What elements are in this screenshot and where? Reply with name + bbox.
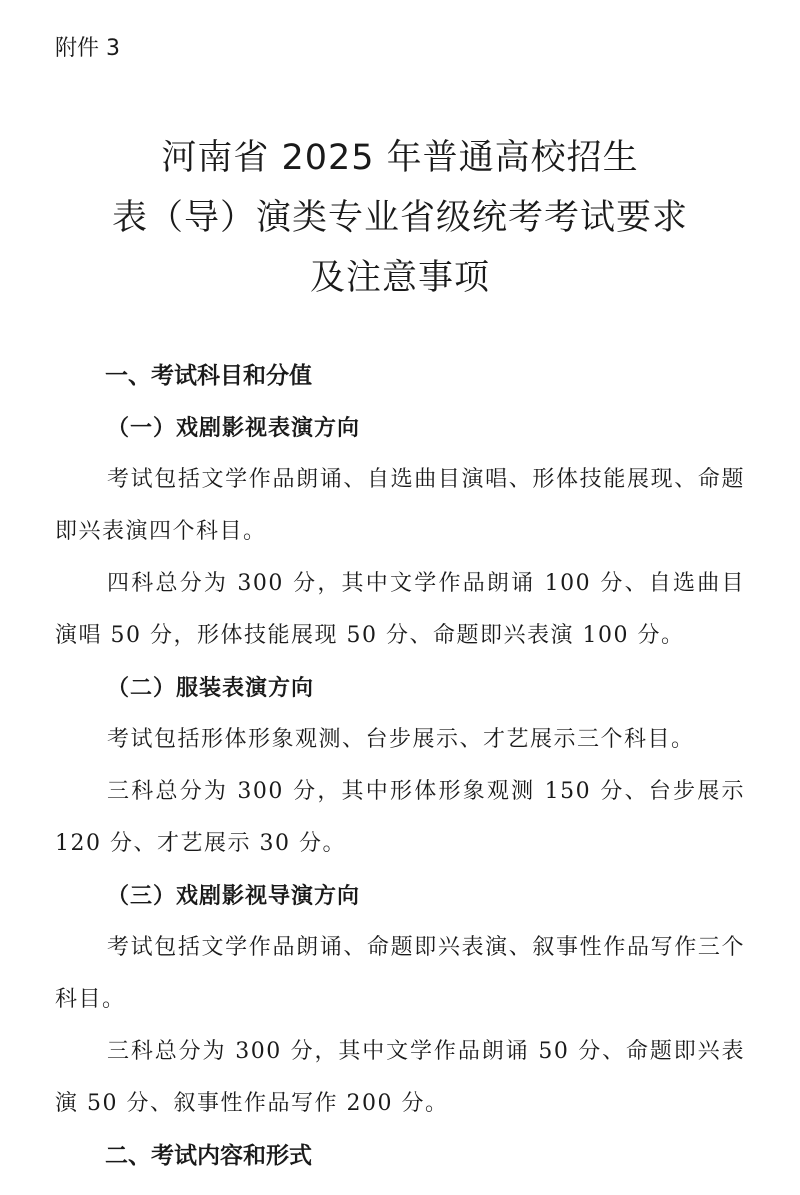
paragraph-drama-performance-subjects: 考试包括文学作品朗诵、自选曲目演唱、形体技能展现、命题即兴表演四个科目。 [55, 467, 745, 544]
paragraph-drama-performance-scores: 四科总分为 300 分，其中文学作品朗诵 100 分、自选曲目演唱 50 分，形体技能展现 50 分、命题即兴表演 100 分。 [55, 571, 745, 648]
section-heading-content-format: 二、考试内容和形式 [105, 1143, 312, 1169]
subsection-heading-fashion-performance: （二）服装表演方向 [107, 675, 315, 701]
document-title [0, 128, 800, 308]
paragraph-drama-directing-subjects: 考试包括文学作品朗诵、命题即兴表演、叙事性作品写作三个科目。 [55, 935, 745, 1012]
subsection-heading-drama-directing: （三）戏剧影视导演方向 [107, 883, 361, 909]
title-line-1: 河南省 2025 年普通高校招生 [161, 138, 639, 178]
paragraph-drama-directing-scores: 三科总分为 300 分，其中文学作品朗诵 50 分、命题即兴表演 50 分、叙事性作品写作 200 分。 [55, 1039, 745, 1116]
attachment-label: 附件 3 [55, 36, 120, 61]
section-heading-subjects-scores: 一、考试科目和分值 [105, 363, 312, 389]
subsection-heading-drama-performance: （一）戏剧影视表演方向 [107, 415, 361, 441]
document-body [55, 350, 745, 1182]
paragraph-fashion-performance-scores: 三科总分为 300 分，其中形体形象观测 150 分、台步展示 120 分、才艺展示 30 分。 [55, 779, 745, 856]
title-line-3: 及注意事项 [309, 258, 490, 298]
paragraph-fashion-performance-subjects: 考试包括形体形象观测、台步展示、才艺展示三个科目。 [107, 727, 695, 752]
title-line-2: 表（导）演类专业省级统考考试要求 [111, 198, 688, 238]
